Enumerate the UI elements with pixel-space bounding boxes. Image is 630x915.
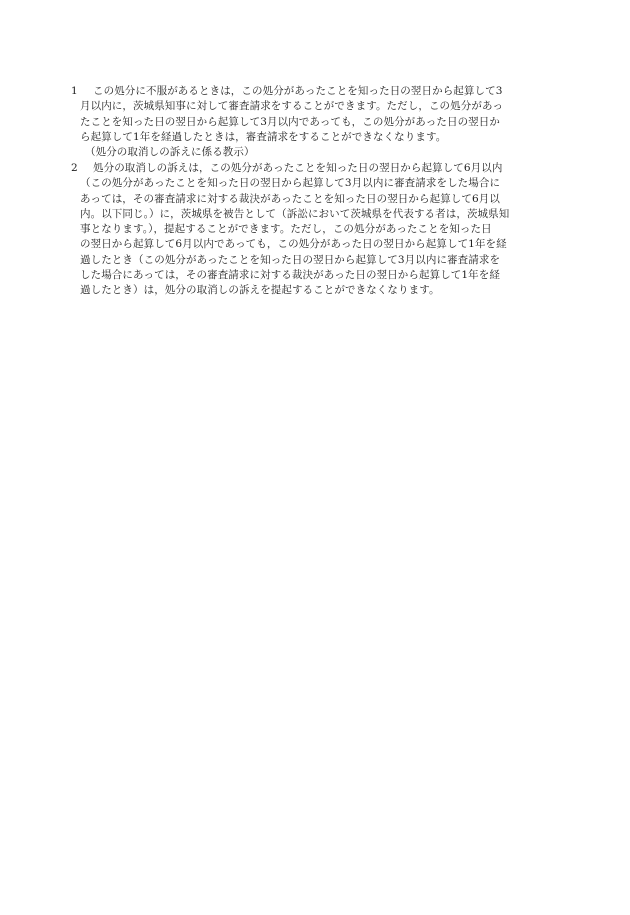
paragraph-line: の翌日から起算して6月以内であっても，この処分があった日の翌日から起算して1年を経 [80,238,507,251]
paragraph-line: 過したとき（この処分があったことを知った日の翌日から起算して3月以内に審査請求を [80,253,501,266]
paragraph-line: 月以内に，茨城県知事に対して審査請求をすることができます。ただし，この処分があっ [80,100,504,113]
paragraph-line [71,84,557,99]
item-number: 1 [71,85,78,97]
paragraph-line [71,161,557,176]
paragraph-line: 内。以下同じ。）に，茨城県を被告として（訴訟において茨城県を代表する者は，茨城県知 [80,207,510,220]
paragraph-2 [71,161,557,299]
paragraph-line: した場合にあっては，その審査請求に対する裁決があった日の翌日から起算して1年を経 [80,269,500,282]
line-text: 処分の取消しの訴えは，この処分があったことを知った日の翌日から起算して6月以内 [93,162,503,174]
paragraph-line: 過したとき）は，処分の取消しの訴えを提起することができなくなります。 [80,284,440,297]
section-heading: （処分の取消しの訴えに係る教示） [85,146,255,158]
paragraph-line: 事となります。），提起することができます。ただし，この処分があったことを知った日 [80,223,492,236]
paragraph-line: ら起算して1年を経過したときは，審査請求をすることができなくなります。 [80,130,447,143]
item-number: 2 [71,162,78,174]
paragraph-line: たことを知った日の翌日から起算して3月以内であっても，この処分があった日の翌日か [80,115,500,128]
line-text: この処分に不服があるときは，この処分があったことを知った日の翌日から起算して3 [93,85,503,97]
paragraph-line: （この処分があったことを知った日の翌日から起算して3月以内に審査請求をした場合に [80,177,501,190]
paragraph-line: あっては，その審査請求に対する裁決があったことを知った日の翌日から起算して6月以 [80,192,500,205]
paragraph-1 [71,84,557,145]
section-heading-block [71,145,557,160]
